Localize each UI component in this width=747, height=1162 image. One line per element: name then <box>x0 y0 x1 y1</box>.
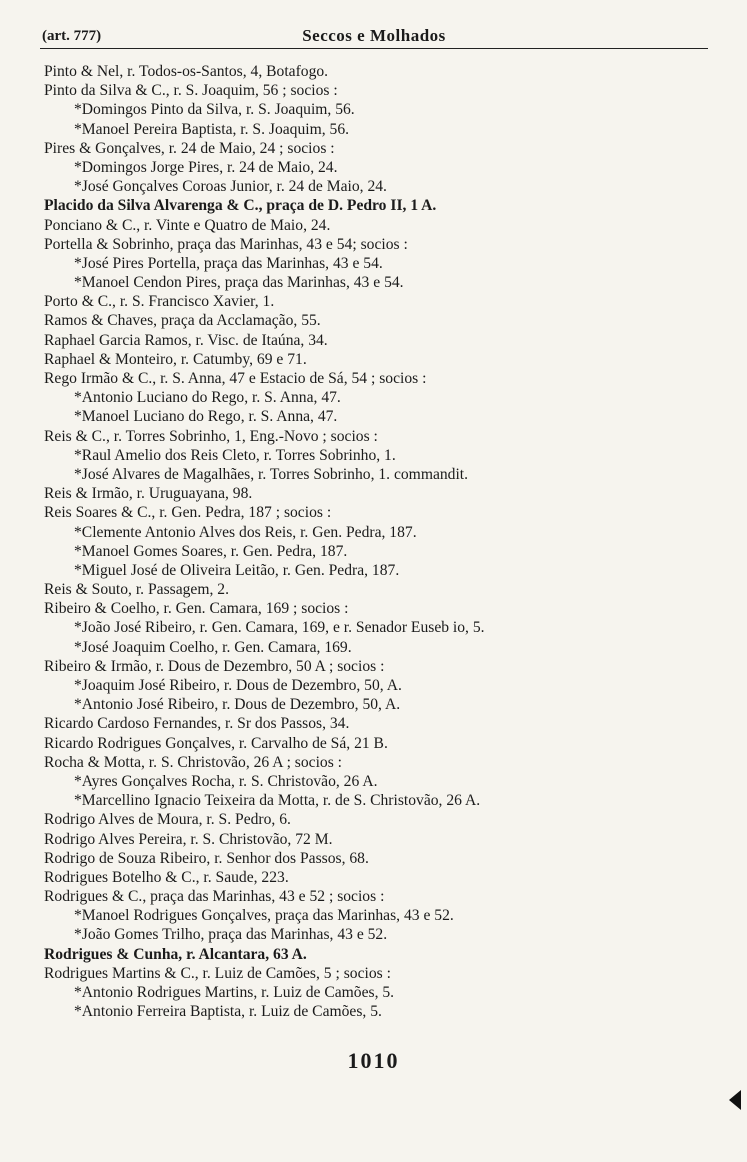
firm-entry: Portella & Sobrinho, praça das Marinhas, 43 e 54; socios : <box>44 235 408 253</box>
firm-entry: Reis Soares & C., r. Gen. Pedra, 187 ; socios : <box>44 504 332 522</box>
partner-entry: *Joaquim José Ribeiro, r. Dous de Dezembro, 50, A. <box>74 677 402 694</box>
firm-entry: Rodrigues Botelho & C., r. Saude, 223. <box>44 868 289 886</box>
firm-entry: Raphael & Monteiro, r. Catumby, 69 e 71. <box>44 350 307 368</box>
firm-entry: Ramos & Chaves, praça da Acclamação, 55. <box>44 312 321 330</box>
firm-entry: Rodrigo de Souza Ribeiro, r. Senhor dos Passos, 68. <box>44 849 369 867</box>
partner-entry: *Ayres Gonçalves Rocha, r. S. Christovão, 26 A. <box>74 772 378 790</box>
partner-entry: *Antonio José Ribeiro, r. Dous de Dezembro, 50, A. <box>74 696 401 714</box>
partner-entry: *Clemente Antonio Alves dos Reis, r. Gen. Pedra, 187. <box>74 523 417 541</box>
firm-entry: Reis & C., r. Torres Sobrinho, 1, Eng.-Novo ; socios : <box>44 427 378 445</box>
partner-entry: *José Joaquim Coelho, r. Gen. Camara, 169. <box>74 638 352 656</box>
page-number: 1010 <box>347 1048 400 1073</box>
partner-entry: *Manoel Luciano do Rego, r. S. Anna, 47. <box>74 408 338 426</box>
article-reference: (art. 777) <box>42 28 102 44</box>
firm-entry: Rodrigo Alves Pereira, r. S. Christovão, 72 M. <box>44 830 333 848</box>
partner-entry: *Antonio Luciano do Rego, r. S. Anna, 47. <box>74 389 341 407</box>
firm-entry: Pinto & Nel, r. Todos-os-Santos, 4, Botafogo. <box>44 63 329 80</box>
firm-entry: Rego Irmão & C., r. S. Anna, 47 e Estacio de Sá, 54 ; socios : <box>44 370 427 387</box>
partner-entry: *Domingos Jorge Pires, r. 24 de Maio, 24. <box>74 158 338 176</box>
partner-entry: *José Gonçalves Coroas Junior, r. 24 de Maio, 24. <box>74 178 387 196</box>
firm-entry: Ribeiro & Irmão, r. Dous de Dezembro, 50 A ; socios : <box>44 657 385 675</box>
firm-entry: Rodrigo Alves de Moura, r. S. Pedro, 6. <box>44 811 291 829</box>
firm-entry: Rodrigues & Cunha, r. Alcantara, 63 A. <box>44 945 307 963</box>
firm-entry: Pinto da Silva & C., r. S. Joaquim, 56 ; socios : <box>44 82 338 100</box>
partner-entry: *João Gomes Trilho, praça das Marinhas, 43 e 52. <box>74 926 388 944</box>
firm-entry: Rocha & Motta, r. S. Christovão, 26 A ; socios : <box>44 753 343 771</box>
partner-entry: *Marcellino Ignacio Teixeira da Motta, r. de S. Christovão, 26 A. <box>74 792 481 810</box>
firm-entry: Reis & Souto, r. Passagem, 2. <box>44 581 229 599</box>
firm-entry: Pires & Gonçalves, r. 24 de Maio, 24 ; socios : <box>44 139 335 157</box>
partner-entry: *Manoel Rodrigues Gonçalves, praça das Marinhas, 43 e 52. <box>74 907 454 925</box>
firm-entry: Reis & Irmão, r. Uruguayana, 98. <box>44 485 253 503</box>
firm-entry: Ribeiro & Coelho, r. Gen. Camara, 169 ; socios : <box>44 600 349 618</box>
firm-entry: Ponciano & C., r. Vinte e Quatro de Maio, 24. <box>44 216 331 234</box>
partner-entry: *Antonio Ferreira Baptista, r. Luiz de Camões, 5. <box>74 1003 382 1021</box>
partner-entry: *José Alvares de Magalhães, r. Torres Sobrinho, 1. commandit. <box>74 465 469 483</box>
partner-entry: *Raul Amelio dos Reis Cleto, r. Torres Sobrinho, 1. <box>74 446 396 464</box>
partner-entry: *Miguel José de Oliveira Leitão, r. Gen. Pedra, 187. <box>74 561 400 579</box>
firm-entry: Porto & C., r. S. Francisco Xavier, 1. <box>44 293 275 311</box>
partner-entry: *Antonio Rodrigues Martins, r. Luiz de Camões, 5. <box>74 984 395 1001</box>
partner-entry: *João José Ribeiro, r. Gen. Camara, 169, e r. Senador Euseb io, 5. <box>74 619 485 637</box>
section-title: Seccos e Molhados <box>302 26 446 45</box>
partner-entry: *Domingos Pinto da Silva, r. S. Joaquim, 56. <box>74 101 355 119</box>
firm-entry: Ricardo Cardoso Fernandes, r. Sr dos Passos, 34. <box>44 715 350 733</box>
partner-entry: *Manoel Pereira Baptista, r. S. Joaquim, 56. <box>74 120 350 138</box>
firm-entry: Rodrigues & C., praça das Marinhas, 43 e 52 ; socios : <box>44 888 385 906</box>
directory-entries <box>36 62 726 1021</box>
firm-entry: Ricardo Rodrigues Gonçalves, r. Carvalho de Sá, 21 B. <box>44 734 388 752</box>
partner-entry: *José Pires Portella, praça das Marinhas, 43 e 54. <box>74 254 383 272</box>
firm-entry: Raphael Garcia Ramos, r. Visc. de Itaúna, 34. <box>44 331 328 349</box>
firm-entry: Rodrigues Martins & C., r. Luiz de Camões, 5 ; socios : <box>44 964 391 982</box>
margin-arrow-icon <box>729 1090 741 1110</box>
page-header <box>40 26 708 49</box>
partner-entry: *Manoel Cendon Pires, praça das Marinhas, 43 e 54. <box>74 274 404 292</box>
partner-entry: *Manoel Gomes Soares, r. Gen. Pedra, 187. <box>74 542 348 560</box>
firm-entry: Placido da Silva Alvarenga & C., praça de D. Pedro II, 1 A. <box>44 197 437 215</box>
